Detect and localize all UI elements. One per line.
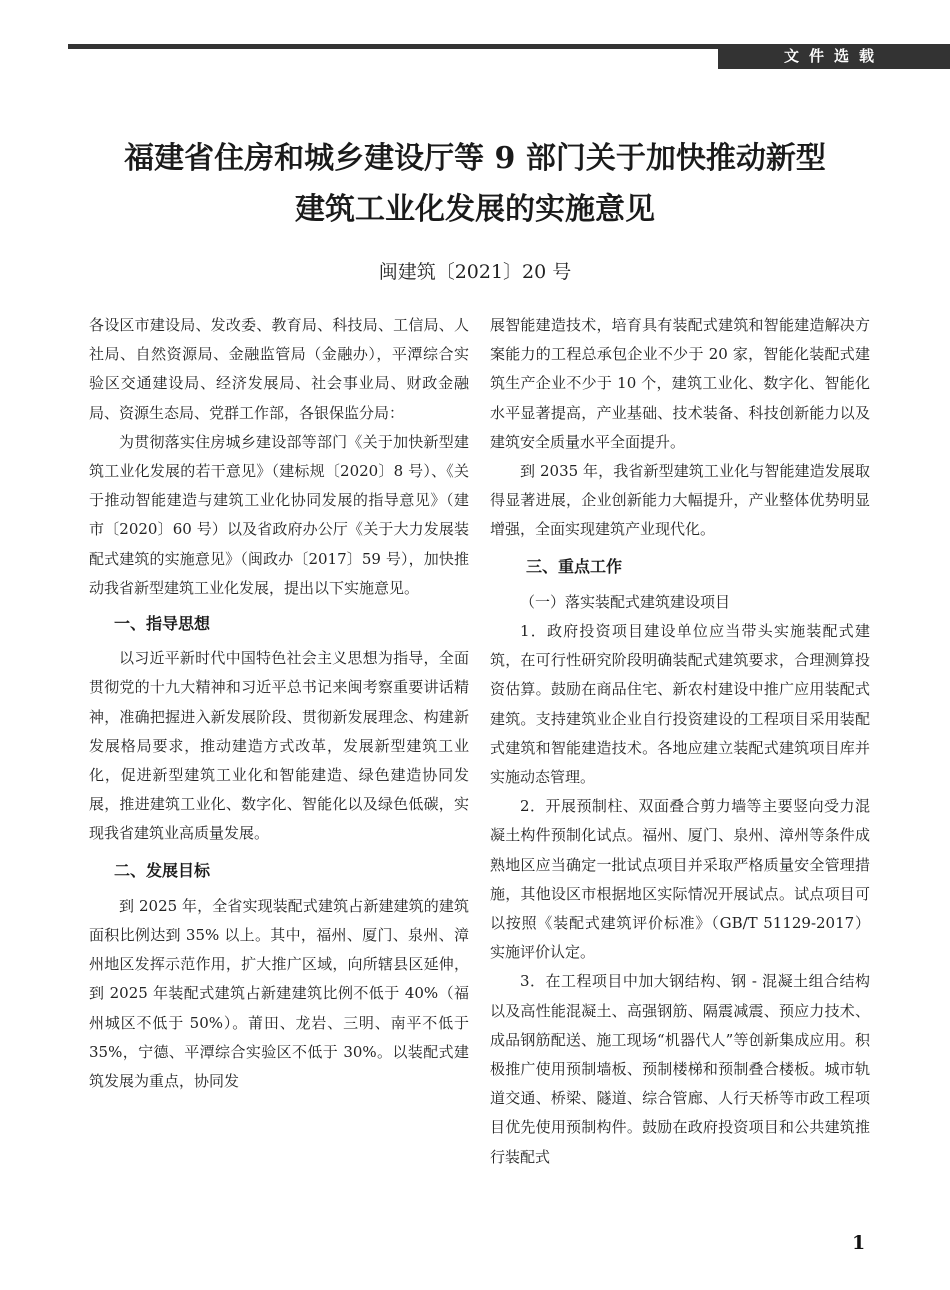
title-line-2: 建筑工业化发展的实施意见 — [295, 192, 655, 227]
right-column — [490, 311, 870, 1172]
title-line-1: 福建省住房和城乡建设厅等 9 部门关于加快推动新型 — [124, 141, 826, 176]
task-item-1: 1．政府投资项目建设单位应当带头实施装配式建筑，在可行性研究阶段明确装配式建筑要求，合理测算投资估算。鼓励在商品住宅、新农村建设中推广应用装配式建筑。支持建筑业企业自行投资建设的工程项目采用装配式建筑和智能建造技术。各地应建立装配式建筑项目库并实施动态管理。 — [490, 622, 870, 787]
paragraph-goals-2035: 到 2035 年，我省新型建筑工业化与智能建造发展取得显著进展，企业创新能力大幅提升，产业整体优势明显增强，全面实现建筑产业现代化。 — [490, 462, 870, 539]
task-item-3: 3．在工程项目中加大钢结构、钢 - 混凝土组合结构以及高性能混凝土、高强钢筋、隔震减震、预应力技术、成品钢筋配送、施工现场“机器代人”等创新集成应用。积极推广使用预制墙板、预制楼梯和预制叠合楼板。城市轨道交通、桥梁、隧道、综合管廊、人行天桥等市政工程项目优先使用预制构件。鼓励在政府投资项目和公共建筑推行装配式 — [490, 972, 870, 1166]
heading-key-tasks: 三、重点工作 — [526, 556, 623, 576]
task-item-2: 2．开展预制柱、双面叠合剪力墙等主要竖向受力混凝土构件预制化试点。福州、厦门、泉州、漳州等条件成熟地区应当确定一批试点项目并采取严格质量安全管理措施，其他设区市根据地区实际情况开展试点。试点项目可以按照《装配式建筑评价标准》（GB/T 51129-2017）实施评价认定。 — [490, 797, 870, 962]
addressee: 各设区市建设局、发改委、教育局、科技局、工信局、人社局、自然资源局、金融监管局（金融办），平潭综合实验区交通建设局、经济发展局、社会事业局、财政金融局、资源生态局、党群工作部，各银保监分局： — [89, 316, 469, 422]
heading-guiding-ideology: 一、指导思想 — [114, 614, 211, 634]
paragraph-guiding-ideology: 以习近平新时代中国特色社会主义思想为指导，全面贯彻党的十九大精神和习近平总书记来闽考察重要讲话精神，准确把握进入新发展阶段、贯彻新发展理念、构建新发展格局要求，推动建造方式改革，发展新型建筑工业化，促进新型建筑工业化和智能建造、绿色建造协同发展，推进建筑工业化、数字化、智能化以及绿色低碳，实现我省建筑业高质量发展。 — [89, 649, 469, 843]
section-label: 文件选载 — [718, 44, 950, 69]
paragraph-goals-2025-continued: 展智能建造技术，培育具有装配式建筑和智能建造解决方案能力的工程总承包企业不少于 20 家，智能化装配式建筑生产企业不少于 10 个，建筑工业化、数字化、智能化水平显著提高，产业基础、技术装备、科技创新能力以及建筑安全质量水平全面提升。 — [490, 316, 870, 451]
paragraph-goals-2025: 到 2025 年，全省实现装配式建筑占新建建筑的建筑面积比例达到 35% 以上。其中，福州、厦门、泉州、漳州地区发挥示范作用，扩大推广区域，向所辖县区延伸，到 2025 年装配式建筑占新建建筑比例不低于 40%（福州城区不低于 50%）。莆田、龙岩、三明、南平不低于 35%，宁德、平潭综合实验区不低于 30%。以装配式建筑发展为重点，协同发 — [89, 896, 469, 1091]
page-number: 1 — [852, 1232, 866, 1254]
left-column — [89, 311, 469, 1096]
document-number: 闽建筑〔2021〕20 号 — [378, 261, 572, 283]
heading-development-goals: 二、发展目标 — [114, 860, 211, 880]
document-title — [40, 133, 910, 235]
intro-paragraph: 为贯彻落实住房城乡建设部等部门《关于加快新型建筑工业化发展的若干意见》（建标规〔2020〕8 号）、《关于推动智能建造与建筑工业化协同发展的指导意见》（建市〔2020〕60 号）以及省政府办公厅《关于大力发展装配式建筑的实施意见》（闽政办〔2017〕59 号），加快推动我省新型建筑工业化发展，提出以下实施意见。 — [89, 432, 469, 597]
subheading-implement-projects: （一）落实装配式建筑建设项目 — [520, 592, 731, 611]
